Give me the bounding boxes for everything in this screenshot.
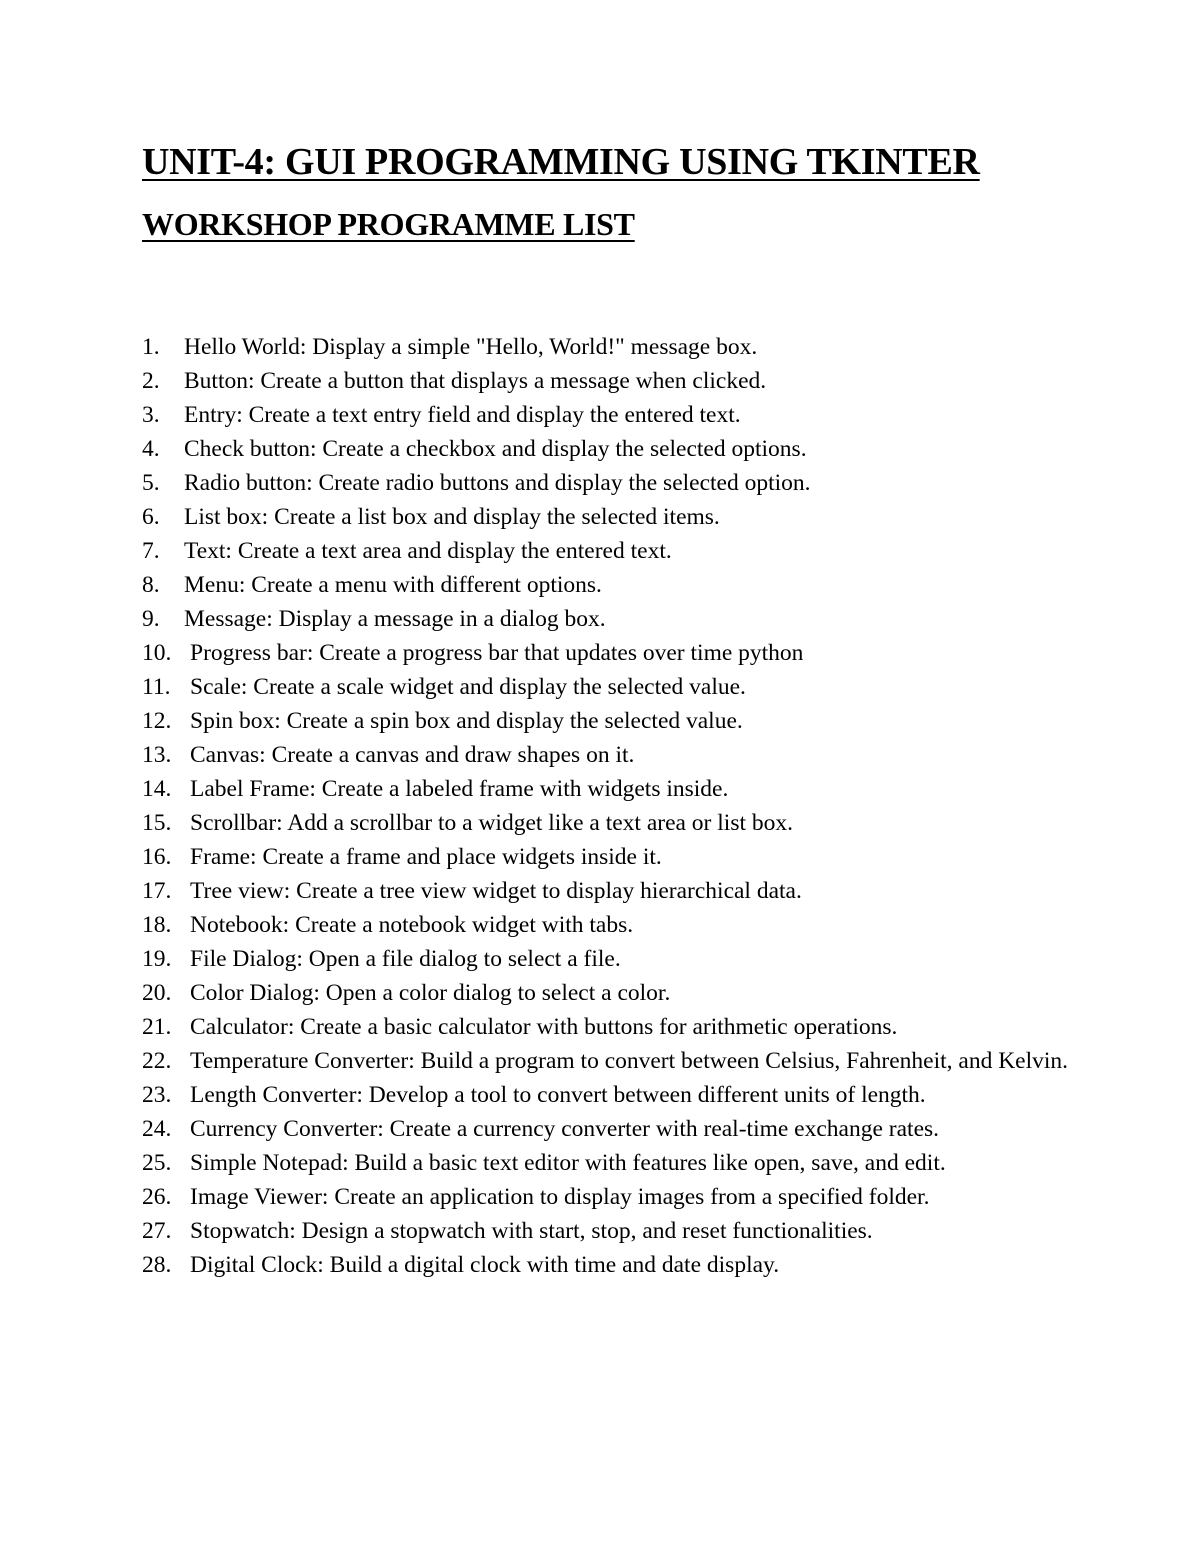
list-item-number: 11. bbox=[142, 674, 171, 700]
list-item-number: 14. bbox=[142, 776, 172, 802]
list-item-number: 15. bbox=[142, 810, 172, 836]
list-item bbox=[142, 704, 1102, 738]
list-item-text: Notebook: Create a notebook widget with tabs. bbox=[190, 912, 634, 938]
list-item-text: Stopwatch: Design a stopwatch with start, stop, and reset functionalities. bbox=[190, 1218, 873, 1244]
list-item-text: Spin box: Create a spin box and display the selected value. bbox=[190, 708, 743, 734]
list-item-number: 27. bbox=[142, 1218, 172, 1244]
list-item bbox=[142, 976, 1102, 1010]
list-item-text: Canvas: Create a canvas and draw shapes on it. bbox=[190, 742, 635, 768]
list-item-number: 18. bbox=[142, 912, 172, 938]
list-item-text: List box: Create a list box and display the selected items. bbox=[184, 504, 720, 530]
list-item-number: 9. bbox=[142, 606, 160, 632]
list-item-text: Scrollbar: Add a scrollbar to a widget like a text area or list box. bbox=[190, 810, 793, 836]
list-item bbox=[142, 670, 1102, 704]
list-item-number: 13. bbox=[142, 742, 172, 768]
list-item-number: 2. bbox=[142, 368, 160, 394]
list-item-number: 4. bbox=[142, 436, 160, 462]
list-item bbox=[142, 908, 1102, 942]
list-item-text: Label Frame: Create a labeled frame with widgets inside. bbox=[190, 776, 729, 802]
list-item-number: 19. bbox=[142, 946, 172, 972]
list-item bbox=[142, 1078, 1102, 1112]
list-item-number: 12. bbox=[142, 708, 172, 734]
list-item-number: 26. bbox=[142, 1184, 172, 1210]
list-item-number: 20. bbox=[142, 980, 172, 1006]
list-item bbox=[142, 1146, 1102, 1180]
list-item-number: 24. bbox=[142, 1116, 172, 1142]
list-item-number: 10. bbox=[142, 640, 172, 666]
list-item-number: 28. bbox=[142, 1252, 172, 1278]
list-item bbox=[142, 806, 1102, 840]
list-item-text: Text: Create a text area and display the entered text. bbox=[184, 538, 672, 564]
list-item-number: 7. bbox=[142, 538, 160, 564]
list-item-number: 22. bbox=[142, 1048, 172, 1074]
list-item-text: Radio button: Create radio buttons and display the selected option. bbox=[184, 470, 811, 496]
list-item-text: Length Converter: Develop a tool to convert between different units of length. bbox=[190, 1082, 926, 1108]
list-item-text: Frame: Create a frame and place widgets inside it. bbox=[190, 844, 662, 870]
list-item-text: Digital Clock: Build a digital clock with time and date display. bbox=[190, 1252, 780, 1278]
list-item-number: 16. bbox=[142, 844, 172, 870]
page-title: UNIT-4: GUI PROGRAMMING USING TKINTER bbox=[142, 141, 980, 183]
list-item-text: Entry: Create a text entry field and display the entered text. bbox=[184, 402, 741, 428]
list-item bbox=[142, 330, 1102, 364]
list-item bbox=[142, 1044, 1102, 1078]
list-item-text: Check button: Create a checkbox and display the selected options. bbox=[184, 436, 807, 462]
list-item-text: Hello World: Display a simple "Hello, World!" message box. bbox=[184, 334, 758, 360]
list-item bbox=[142, 432, 1102, 466]
list-item bbox=[142, 364, 1102, 398]
list-item-text: File Dialog: Open a file dialog to select a file. bbox=[190, 946, 621, 972]
list-item-text: Currency Converter: Create a currency converter with real-time exchange rates. bbox=[190, 1116, 940, 1142]
list-item-text: Scale: Create a scale widget and display the selected value. bbox=[190, 674, 746, 700]
list-item bbox=[142, 568, 1102, 602]
list-item-number: 3. bbox=[142, 402, 160, 428]
list-item bbox=[142, 874, 1102, 908]
list-item-number: 5. bbox=[142, 470, 160, 496]
list-item bbox=[142, 738, 1102, 772]
list-item-text: Simple Notepad: Build a basic text editor with features like open, save, and edit. bbox=[190, 1150, 946, 1176]
list-item-text: Calculator: Create a basic calculator with buttons for arithmetic operations. bbox=[190, 1014, 898, 1040]
list-item bbox=[142, 840, 1102, 874]
list-item-number: 17. bbox=[142, 878, 172, 904]
list-item-number: 21. bbox=[142, 1014, 172, 1040]
list-item bbox=[142, 1180, 1102, 1214]
list-item-text: Tree view: Create a tree view widget to display hierarchical data. bbox=[190, 878, 802, 904]
list-item-text: Image Viewer: Create an application to display images from a specified folder. bbox=[190, 1184, 930, 1210]
list-item-text: Temperature Converter: Build a program to convert between Celsius, Fahrenheit, and Kelvin. bbox=[190, 1048, 1069, 1074]
list-item-number: 1. bbox=[142, 334, 160, 360]
page-subtitle: WORKSHOP PROGRAMME LIST bbox=[142, 206, 635, 242]
list-item-number: 25. bbox=[142, 1150, 172, 1176]
list-item bbox=[142, 500, 1102, 534]
list-item bbox=[142, 534, 1102, 568]
list-item bbox=[142, 942, 1102, 976]
list-item-text: Menu: Create a menu with different options. bbox=[184, 572, 602, 598]
list-item-number: 8. bbox=[142, 572, 160, 598]
list-item bbox=[142, 1112, 1102, 1146]
list-item bbox=[142, 1214, 1102, 1248]
list-item bbox=[142, 1248, 1102, 1282]
list-item bbox=[142, 466, 1102, 500]
list-item bbox=[142, 772, 1102, 806]
list-item-text: Message: Display a message in a dialog box. bbox=[184, 606, 606, 632]
list-item bbox=[142, 1010, 1102, 1044]
list-item-number: 23. bbox=[142, 1082, 172, 1108]
list-item bbox=[142, 398, 1102, 432]
list-item bbox=[142, 602, 1102, 636]
list-item bbox=[142, 636, 1102, 670]
list-item-number: 6. bbox=[142, 504, 160, 530]
program-list bbox=[142, 330, 1102, 1282]
list-item-text: Color Dialog: Open a color dialog to select a color. bbox=[190, 980, 671, 1006]
list-item-text: Button: Create a button that displays a message when clicked. bbox=[184, 368, 767, 394]
list-item-text: Progress bar: Create a progress bar that updates over time python bbox=[190, 640, 804, 666]
